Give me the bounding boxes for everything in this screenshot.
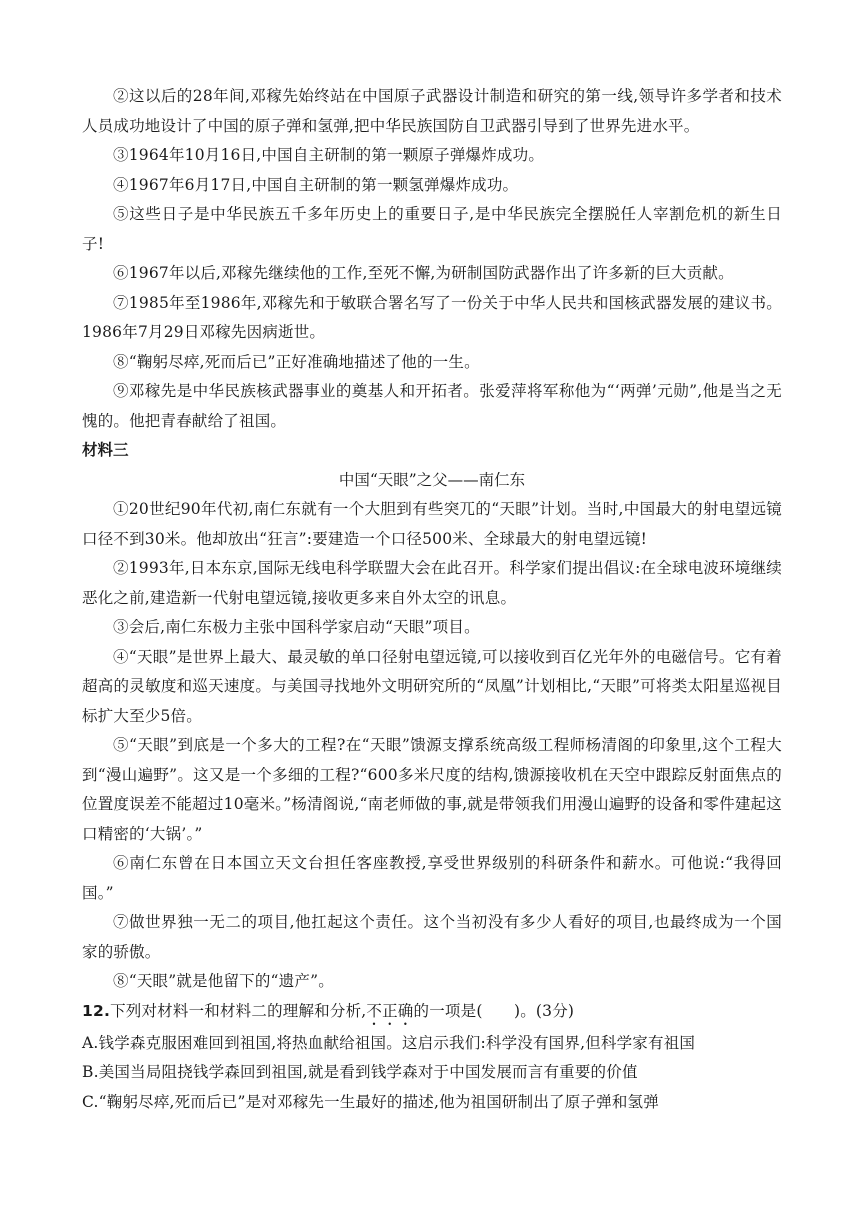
option-a[interactable]: A.钱学森克服困难回到祖国,将热血献给祖国。这启示我们:科学没有国界,但科学家有祖国 — [82, 1033, 696, 1052]
material3-paragraph-7: ⑦做世界独一无二的项目,他扛起这个责任。这个当初没有多少人看好的项目,也最终成为一个国家的骄傲。 — [82, 913, 782, 961]
material2-paragraph-6: ⑥1967年以后,邓稼先继续他的工作,至死不懈,为研制国防武器作出了许多新的巨大贡献。 — [113, 264, 734, 282]
question-12 — [82, 997, 782, 1118]
question-stem-before: 下列对材料一和材料二的理解和分析, — [110, 1001, 367, 1020]
question-stem-after: 的一项是( )。(3分) — [413, 1001, 575, 1020]
question-stem — [82, 997, 782, 1029]
material3-paragraph-6: ⑥南仁东曾在日本国立天文台担任客座教授,享受世界级别的科研条件和薪水。可他说:“我得回国。” — [82, 854, 782, 902]
material3-label: 材料三 — [82, 441, 129, 459]
exam-page — [82, 82, 782, 1117]
material3-paragraph-5: ⑤“天眼”到底是一个多大的工程?在“天眼”馈源支撑系统高级工程师杨清阁的印象里,这个工程大到“漫山遍野”。这又是一个多细的工程?“600多米尺度的结构,馈源接收机在天空中跟踪反射面焦点的位置度误差不能超过10毫米。”杨清阁说,“南老师做的事,就是带领我们用漫山遍野的设备和零件建起这口精密的‘大锅’。” — [82, 736, 782, 843]
question-number: 12. — [82, 1001, 111, 1020]
option-b[interactable]: B.美国当局阻挠钱学森回到祖国,就是看到钱学森对于中国发展而言有重要的价值 — [82, 1063, 638, 1081]
material2-paragraph-2: ②这以后的28年间,邓稼先始终站在中国原子武器设计制造和研究的第一线,领导许多学者和技术人员成功地设计了中国的原子弹和氢弹,把中华民族国防自卫武器引导到了世界先进水平。 — [82, 87, 782, 135]
material2-paragraph-9: ⑨邓稼先是中华民族核武器事业的奠基人和开拓者。张爱萍将军称他为“‘两弹’元勋”,他是当之无愧的。他把青春献给了祖国。 — [82, 382, 782, 430]
material3-paragraph-4: ④“天眼”是世界上最大、最灵敏的单口径射电望远镜,可以接收到百亿光年外的电磁信号。它有着超高的灵敏度和巡天速度。与美国寻找地外文明研究所的“凤凰”计划相比,“天眼”可将类太阳星巡视目标扩大至少5倍。 — [82, 647, 782, 725]
material3-paragraph-2: ②1993年,日本东京,国际无线电科学联盟大会在此召开。科学家们提出倡议:在全球电波环境继续恶化之前,建造新一代射电望远镜,接收更多来自外太空的讯息。 — [82, 559, 782, 607]
option-c[interactable]: C.“鞠躬尽瘁,死而后已”是对邓稼先一生最好的描述,他为祖国研制出了原子弹和氢弹 — [82, 1092, 659, 1111]
material2-section — [82, 82, 782, 436]
material2-paragraph-3: ③1964年10月16日,中国自主研制的第一颗原子弹爆炸成功。 — [113, 146, 545, 164]
material3-paragraph-1: ①20世纪90年代初,南仁东就有一个大胆到有些突兀的“天眼”计划。当时,中国最大的射电望远镜口径不到30米。他却放出“狂言”:要建造一个口径500米、全球最大的射电望远镜! — [82, 500, 782, 548]
material2-paragraph-4: ④1967年6月17日,中国自主研制的第一颗氢弹爆炸成功。 — [113, 175, 519, 194]
material2-paragraph-5: ⑤这些日子是中华民族五千多年历史上的重要日子,是中华民族完全摆脱任人宰割危机的新生日子! — [82, 205, 782, 253]
material3-paragraph-3: ③会后,南仁东极力主张中国科学家启动“天眼”项目。 — [113, 618, 480, 636]
material3-paragraph-8: ⑧“天眼”就是他留下的“遗产”。 — [113, 972, 334, 990]
material3-title: 中国“天眼”之父——南仁东 — [338, 470, 526, 489]
material2-paragraph-7: ⑦1985年至1986年,邓稼先和于敏联合署名写了一份关于中华人民共和国核武器发展的建议书。1986年7月29日邓稼先因病逝世。 — [82, 293, 782, 341]
material3-section — [82, 436, 782, 997]
material2-paragraph-8: ⑧“鞠躬尽瘁,死而后已”正好准确地描述了他的一生。 — [113, 352, 480, 371]
question-stem-emphasis: 不正确 — [366, 1001, 414, 1020]
